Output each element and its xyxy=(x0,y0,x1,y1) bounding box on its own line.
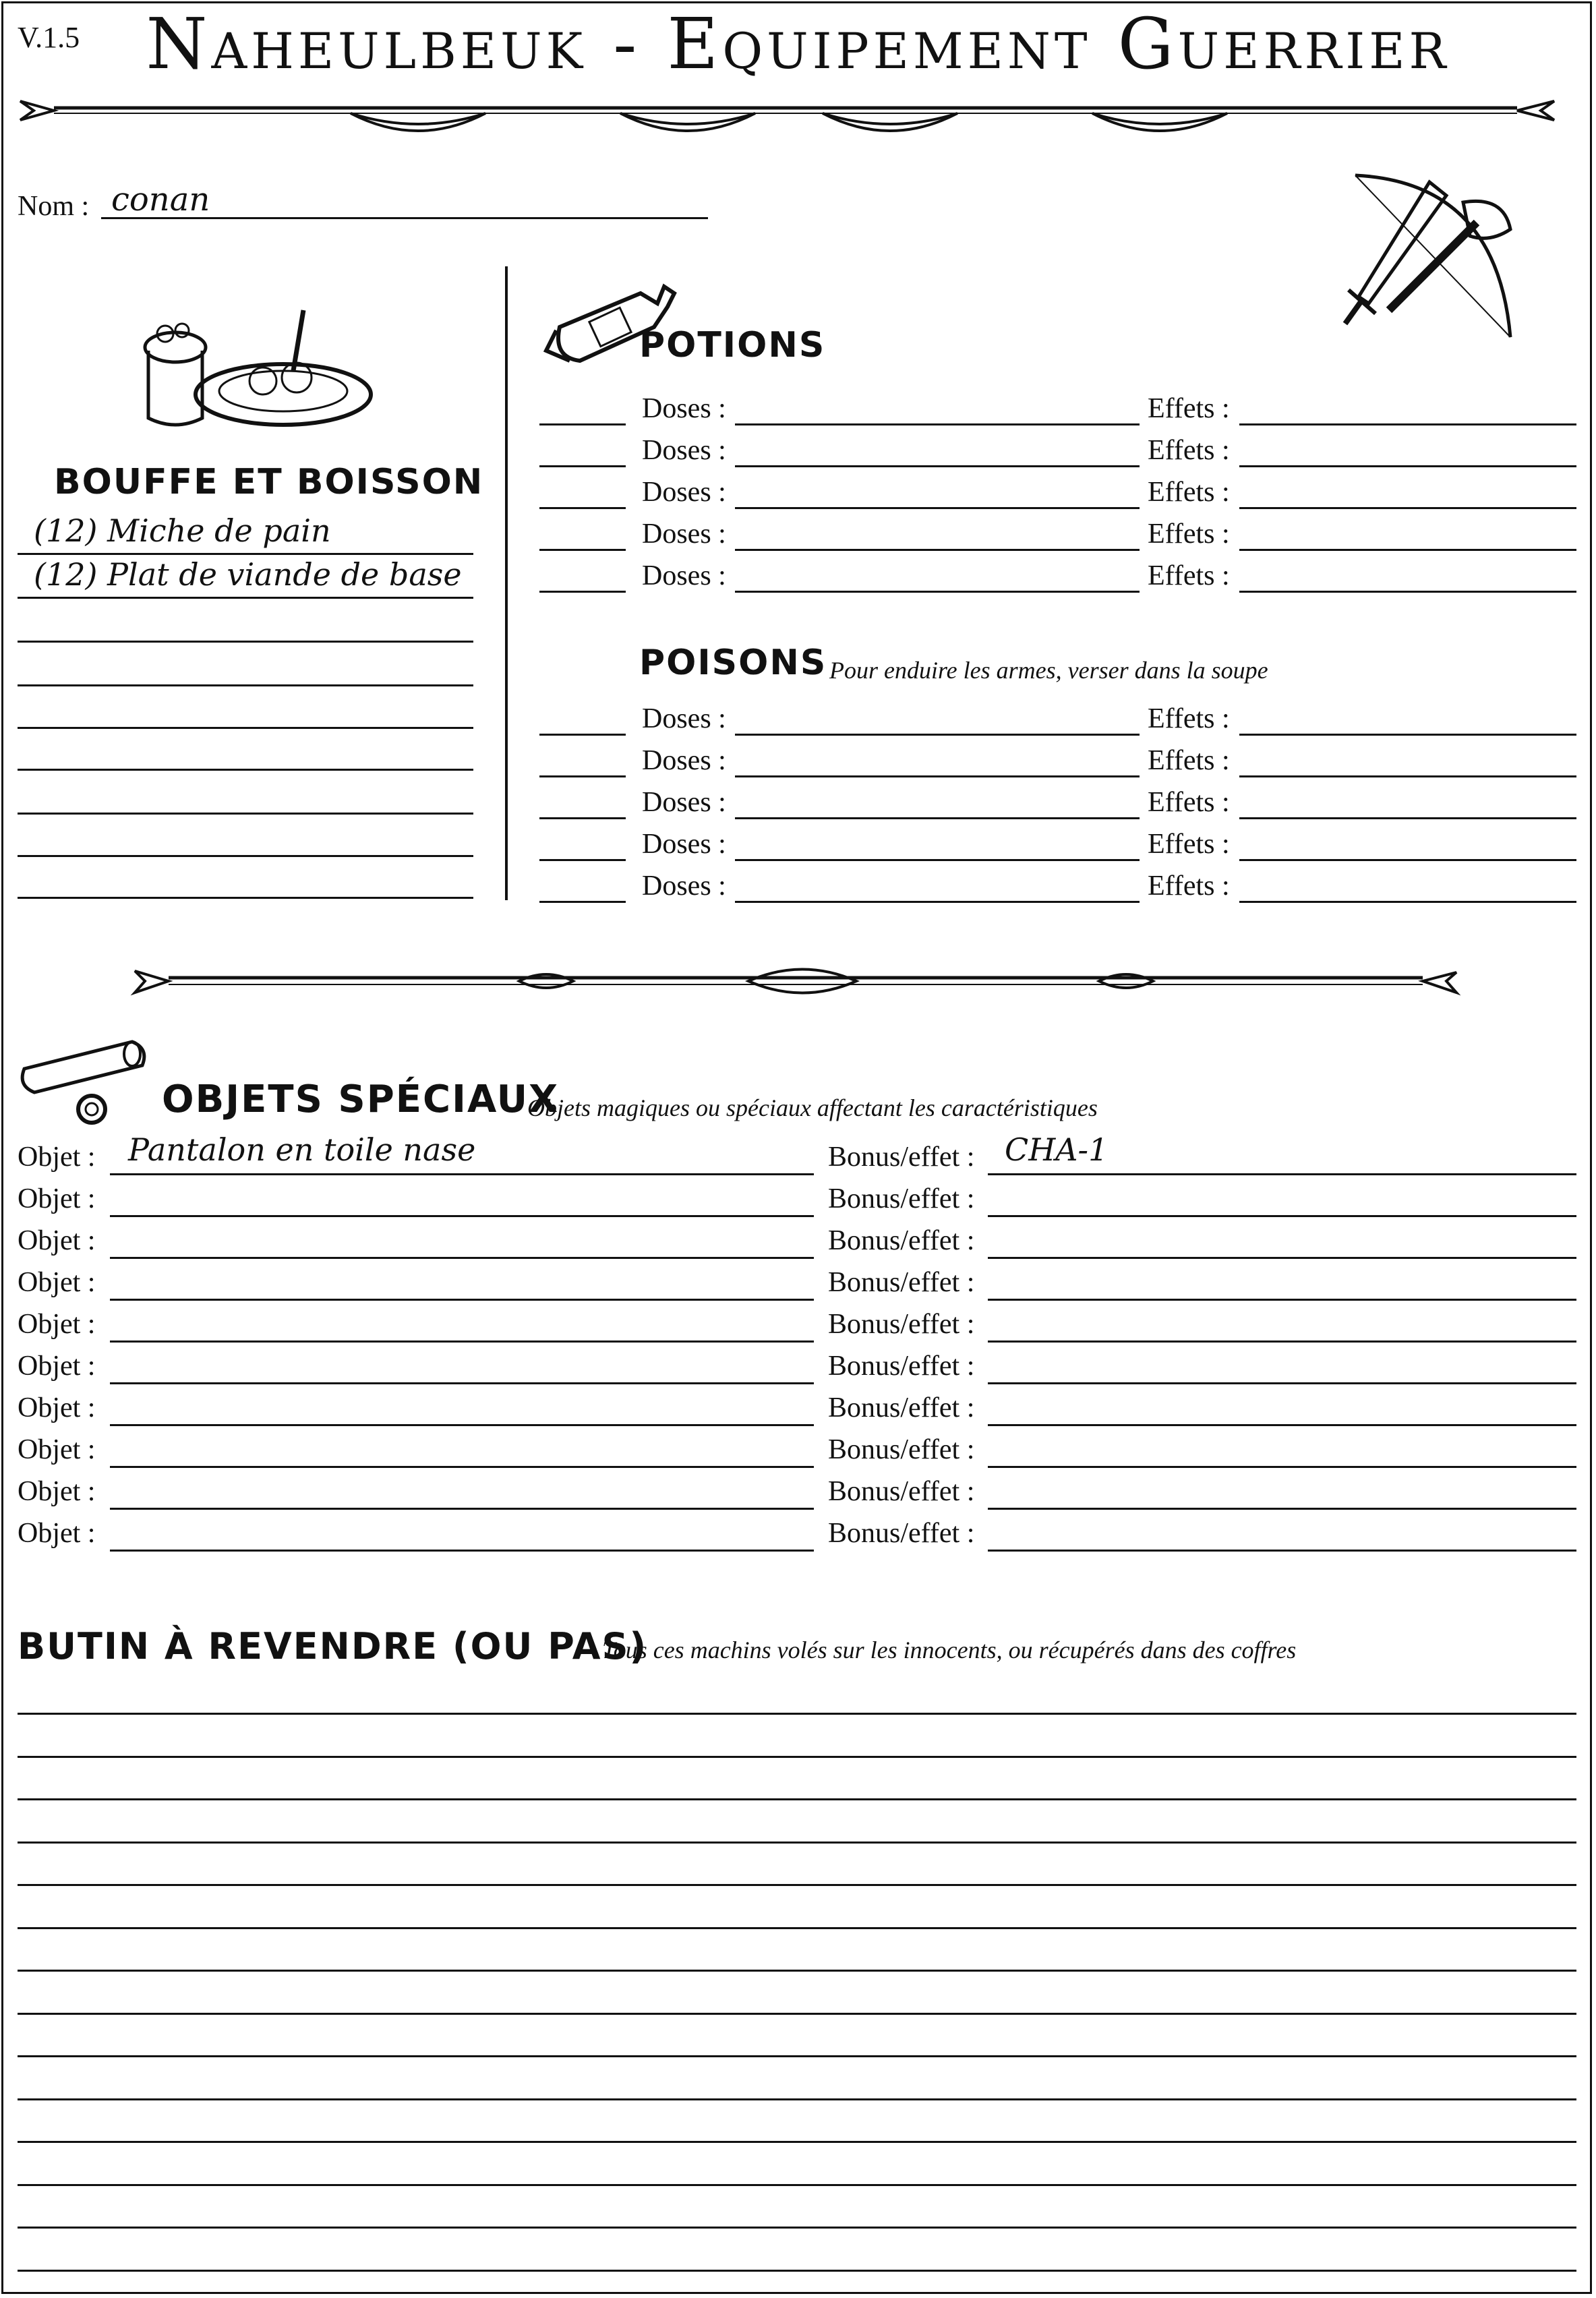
bouffe-line xyxy=(18,897,473,899)
doses-label: Doses : xyxy=(642,829,726,860)
bouffe-item[interactable]: (12) Plat de viande de base xyxy=(34,556,462,593)
bonus-label: Bonus/effet : xyxy=(828,1225,975,1256)
butin-line[interactable] xyxy=(18,2055,1576,2057)
weapons-icon xyxy=(1328,155,1531,344)
butin-line[interactable] xyxy=(18,1756,1576,1758)
bouffe-line xyxy=(18,855,473,857)
butin-line[interactable] xyxy=(18,2098,1576,2100)
dose-count-line[interactable] xyxy=(539,775,626,777)
potions-title: POTIONS xyxy=(639,325,826,365)
effets-label: Effets : xyxy=(1148,519,1230,550)
dose-count-line[interactable] xyxy=(539,423,626,425)
bonus-label: Bonus/effet : xyxy=(828,1476,975,1507)
bonus-line xyxy=(988,1424,1576,1426)
effets-label: Effets : xyxy=(1148,477,1230,508)
doses-line[interactable] xyxy=(735,859,1140,861)
objets-subtitle: Objets magiques ou spéciaux affectant les caractéristiques xyxy=(527,1094,1098,1121)
objet-line xyxy=(110,1550,814,1552)
effets-line[interactable] xyxy=(1239,549,1576,551)
bonus-value[interactable]: CHA-1 xyxy=(1005,1131,1109,1168)
effets-line[interactable] xyxy=(1239,465,1576,467)
effets-line[interactable] xyxy=(1239,901,1576,903)
bonus-label: Bonus/effet : xyxy=(828,1351,975,1382)
objet-line xyxy=(110,1508,814,1510)
dose-count-line[interactable] xyxy=(539,734,626,736)
doses-label: Doses : xyxy=(642,703,726,734)
butin-line[interactable] xyxy=(18,1970,1576,1972)
objet-label: Objet : xyxy=(18,1434,96,1465)
butin-title: BUTIN À REVENDRE (OU PAS) xyxy=(18,1625,648,1668)
objet-label: Objet : xyxy=(18,1392,96,1423)
doses-line[interactable] xyxy=(735,817,1140,819)
effets-line[interactable] xyxy=(1239,591,1576,593)
effets-label: Effets : xyxy=(1148,560,1230,591)
objet-label: Objet : xyxy=(18,1309,96,1340)
objet-label: Objet : xyxy=(18,1142,96,1173)
bouffe-line xyxy=(18,641,473,643)
doses-label: Doses : xyxy=(642,519,726,550)
doses-line[interactable] xyxy=(735,901,1140,903)
objet-label: Objet : xyxy=(18,1183,96,1214)
bouffe-item[interactable]: (12) Miche de pain xyxy=(34,512,331,549)
doses-label: Doses : xyxy=(642,871,726,902)
doses-line[interactable] xyxy=(735,423,1140,425)
butin-line[interactable] xyxy=(18,2141,1576,2143)
bonus-line xyxy=(988,1466,1576,1468)
effets-label: Effets : xyxy=(1148,871,1230,902)
bonus-label: Bonus/effet : xyxy=(828,1434,975,1465)
doses-label: Doses : xyxy=(642,435,726,466)
dose-count-line[interactable] xyxy=(539,901,626,903)
objet-label: Objet : xyxy=(18,1476,96,1507)
bonus-label: Bonus/effet : xyxy=(828,1309,975,1340)
scroll-ring-icon xyxy=(18,1028,159,1129)
spear-divider-icon xyxy=(13,88,1564,148)
objet-line xyxy=(110,1382,814,1384)
butin-line[interactable] xyxy=(18,1713,1576,1715)
effets-line[interactable] xyxy=(1239,507,1576,509)
objet-line xyxy=(110,1424,814,1426)
doses-line[interactable] xyxy=(735,549,1140,551)
doses-label: Doses : xyxy=(642,393,726,424)
objet-line xyxy=(110,1173,814,1175)
poisons-subtitle: Pour enduire les armes, verser dans la soupe xyxy=(829,657,1268,684)
bonus-line xyxy=(988,1173,1576,1175)
bonus-line xyxy=(988,1550,1576,1552)
bonus-line xyxy=(988,1215,1576,1217)
bonus-line xyxy=(988,1299,1576,1301)
effets-line[interactable] xyxy=(1239,817,1576,819)
dose-count-line[interactable] xyxy=(539,549,626,551)
objet-line xyxy=(110,1466,814,1468)
bonus-label: Bonus/effet : xyxy=(828,1518,975,1549)
butin-line[interactable] xyxy=(18,1798,1576,1800)
objet-label: Objet : xyxy=(18,1518,96,1549)
page-title: Naheulbeuk - Equipement Guerrier xyxy=(146,3,1450,85)
objets-title: OBJETS SPÉCIAUX xyxy=(162,1078,560,1121)
food-icon xyxy=(135,303,384,438)
bonus-label: Bonus/effet : xyxy=(828,1142,975,1173)
dose-count-line[interactable] xyxy=(539,465,626,467)
objet-label: Objet : xyxy=(18,1225,96,1256)
objet-line xyxy=(110,1257,814,1259)
doses-line[interactable] xyxy=(735,734,1140,736)
bouffe-title: BOUFFE ET BOISSON xyxy=(54,462,484,502)
objet-label: Objet : xyxy=(18,1267,96,1298)
butin-line[interactable] xyxy=(18,2227,1576,2229)
bonus-line xyxy=(988,1340,1576,1343)
objet-line xyxy=(110,1215,814,1217)
staff-divider-icon xyxy=(128,958,1463,1011)
bonus-label: Bonus/effet : xyxy=(828,1183,975,1214)
bonus-label: Bonus/effet : xyxy=(828,1267,975,1298)
effets-line[interactable] xyxy=(1239,859,1576,861)
doses-label: Doses : xyxy=(642,787,726,818)
butin-line[interactable] xyxy=(18,1842,1576,1844)
effets-label: Effets : xyxy=(1148,787,1230,818)
effets-label: Effets : xyxy=(1148,435,1230,466)
butin-line[interactable] xyxy=(18,2013,1576,2015)
effets-line[interactable] xyxy=(1239,775,1576,777)
bouffe-line xyxy=(18,727,473,729)
effets-label: Effets : xyxy=(1148,703,1230,734)
dose-count-line[interactable] xyxy=(539,817,626,819)
bouffe-line xyxy=(18,597,473,599)
butin-line[interactable] xyxy=(18,1884,1576,1886)
objet-line xyxy=(110,1299,814,1301)
bonus-label: Bonus/effet : xyxy=(828,1392,975,1423)
effets-line[interactable] xyxy=(1239,423,1576,425)
butin-line[interactable] xyxy=(18,2184,1576,2186)
nom-label: Nom : xyxy=(18,191,90,222)
butin-line[interactable] xyxy=(18,2270,1576,2272)
doses-line[interactable] xyxy=(735,507,1140,509)
objet-label: Objet : xyxy=(18,1351,96,1382)
dose-count-line[interactable] xyxy=(539,859,626,861)
bonus-line xyxy=(988,1508,1576,1510)
effets-label: Effets : xyxy=(1148,745,1230,776)
doses-line[interactable] xyxy=(735,591,1140,593)
bouffe-line xyxy=(18,813,473,815)
doses-label: Doses : xyxy=(642,745,726,776)
effets-label: Effets : xyxy=(1148,393,1230,424)
bouffe-line xyxy=(18,684,473,686)
effets-label: Effets : xyxy=(1148,829,1230,860)
bonus-line xyxy=(988,1382,1576,1384)
bonus-line xyxy=(988,1257,1576,1259)
poisons-title: POISONS xyxy=(639,643,827,683)
doses-label: Doses : xyxy=(642,477,726,508)
bouffe-line xyxy=(18,769,473,771)
doses-line[interactable] xyxy=(735,775,1140,777)
dose-count-line[interactable] xyxy=(539,591,626,593)
version-label: V.1.5 xyxy=(18,21,80,54)
column-divider xyxy=(505,266,508,900)
objet-line xyxy=(110,1340,814,1343)
doses-label: Doses : xyxy=(642,560,726,591)
nom-line xyxy=(101,217,708,219)
objet-value[interactable]: Pantalon en toile nase xyxy=(128,1131,476,1168)
nom-value[interactable]: conan xyxy=(111,181,210,218)
butin-line[interactable] xyxy=(18,1927,1576,1929)
butin-subtitle: Tous ces machins volés sur les innocents, ou récupérés dans des coffres xyxy=(602,1637,1297,1663)
dose-count-line[interactable] xyxy=(539,507,626,509)
bouffe-line xyxy=(18,553,473,555)
effets-line[interactable] xyxy=(1239,734,1576,736)
doses-line[interactable] xyxy=(735,465,1140,467)
